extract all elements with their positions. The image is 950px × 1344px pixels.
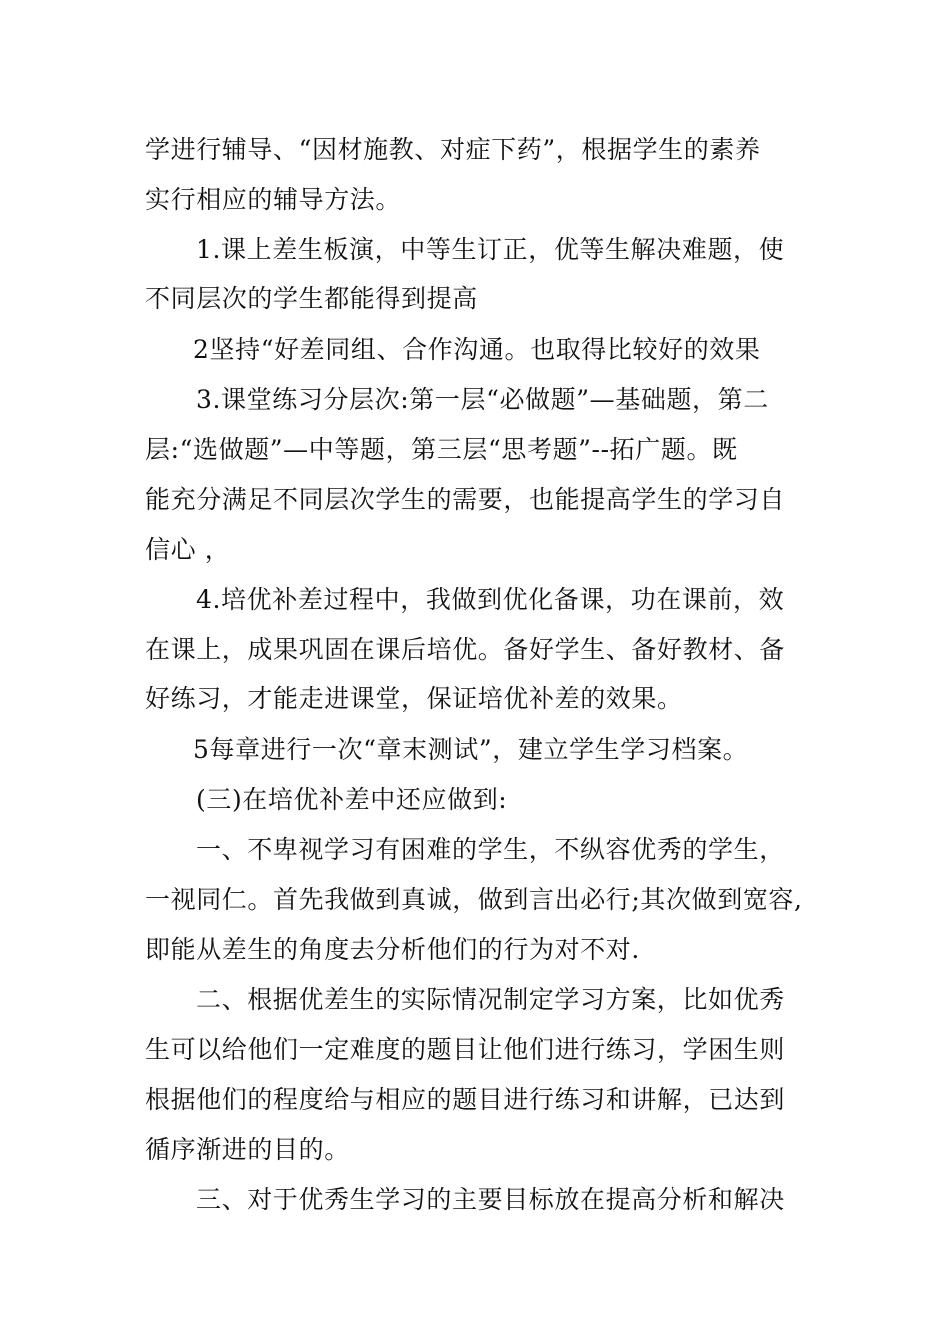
text-line: (三)在培优补差中还应做到: (196, 785, 508, 814)
text-line: 能充分满足不同层次学生的需要，也能提高学生的学习自 (145, 485, 786, 514)
text-line: 层:“选做题”—中等题，第三层“思考题”--拓广题。既 (145, 435, 738, 464)
text-line: 4.培优补差过程中，我做到优化备课，功在课前，效 (196, 585, 785, 614)
text-line: 5每章进行一次“章末测试”，建立学生学习档案。 (193, 735, 749, 764)
text-line: 循序渐进的目的。 (145, 1135, 350, 1164)
text-line: 信心 ， (145, 535, 231, 564)
text-line: 3.课堂练习分层次:第一层“必做题”—基础题，第二 (196, 385, 769, 414)
text-line: 即能从差生的角度去分析他们的行为对不对. (145, 935, 640, 964)
text-line: 在课上，成果巩固在课后培优。备好学生、备好教材、备 (145, 635, 786, 664)
text-line: 生可以给他们一定难度的题目让他们进行练习，学困生则 (145, 1035, 786, 1064)
text-line: 2坚持“好差同组、合作沟通。也取得比较好的效果 (193, 335, 761, 364)
text-line: 根据他们的程度给与相应的题目进行练习和讲解，已达到 (145, 1085, 786, 1114)
text-line: 不同层次的学生都能得到提高 (145, 284, 478, 313)
text-line: 1.课上差生板演，中等生订正，优等生解决难题，使 (196, 235, 785, 264)
text-line: 实行相应的辅导方法。 (145, 185, 402, 214)
text-line: 一、不卑视学习有困难的学生，不纵容优秀的学生， (196, 835, 785, 864)
text-line: 学进行辅导、“因材施教、对症下药”，根据学生的素养 (145, 135, 761, 164)
text-line: 好练习，才能走进课堂，保证培优补差的效果。 (145, 684, 683, 713)
text-line: 一视同仁。首先我做到真诚，做到言出必行;其次做到宽容, (145, 885, 803, 914)
text-line: 二、根据优差生的实际情况制定学习方案，比如优秀 (196, 985, 785, 1014)
text-line: 三、对于优秀生学习的主要目标放在提高分析和解决 (196, 1185, 785, 1214)
